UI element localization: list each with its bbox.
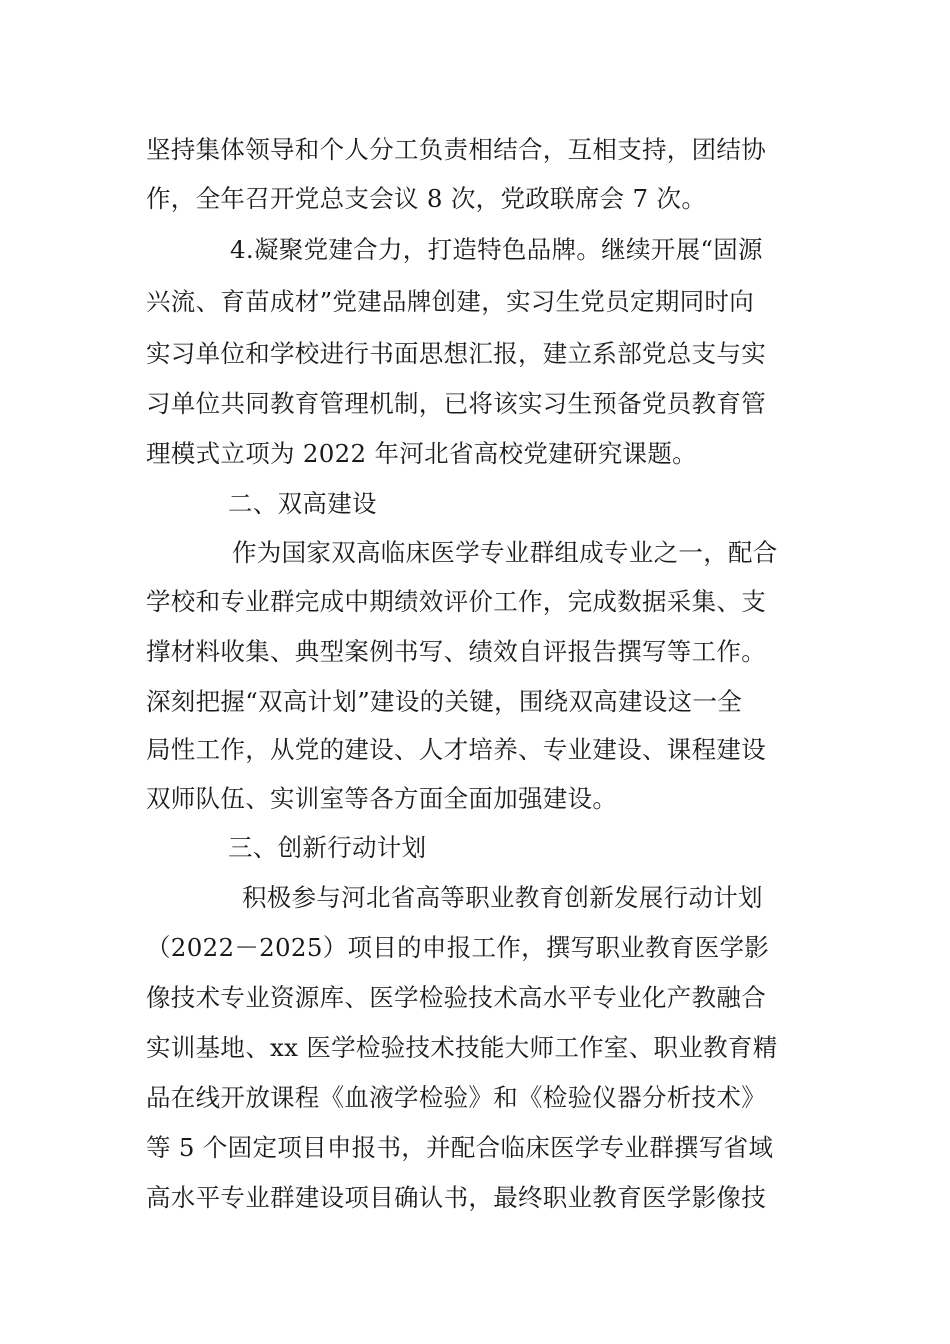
paragraph-line: 坚持集体领导和个人分工负责相结合，互相支持，团结协 xyxy=(146,135,766,164)
paragraph-line: 作，全年召开党总支会议 8 次，党政联席会 7 次。 xyxy=(146,184,707,213)
paragraph-line: 理模式立项为 2022 年河北省高校党建研究课题。 xyxy=(146,439,697,468)
paragraph-line: 作为国家双高临床医学专业群组成专业之一，配合 xyxy=(232,538,778,567)
paragraph-line: 积极参与河北省高等职业教育创新发展行动计划 xyxy=(242,883,763,912)
paragraph-line: 实训基地、xx 医学检验技术技能大师工作室、职业教育精 xyxy=(146,1033,778,1062)
paragraph-line: 品在线开放课程《血液学检验》和《检验仪器分析技术》 xyxy=(146,1083,766,1112)
paragraph-line: 学校和专业群完成中期绩效评价工作，完成数据采集、支 xyxy=(146,587,766,616)
section-heading-double-high: 二、双高建设 xyxy=(228,489,377,518)
paragraph-line: 实习单位和学校进行书面思想汇报，建立系部党总支与实 xyxy=(146,339,766,368)
paragraph-line: 兴流、育苗成材”党建品牌创建，实习生党员定期同时向 xyxy=(146,287,755,316)
paragraph-line: 双师队伍、实训室等各方面全面加强建设。 xyxy=(146,784,618,813)
paragraph-line: 高水平专业群建设项目确认书，最终职业教育医学影像技 xyxy=(146,1183,766,1212)
paragraph-line: 局性工作，从党的建设、人才培养、专业建设、课程建设 xyxy=(146,735,766,764)
section-heading-innovation-plan: 三、创新行动计划 xyxy=(228,833,427,862)
paragraph-line: 4.凝聚党建合力，打造特色品牌。继续开展“固源 xyxy=(230,235,763,264)
paragraph-line: （2022－2025）项目的申报工作，撰写职业教育医学影 xyxy=(146,933,770,962)
paragraph-line: 等 5 个固定项目申报书，并配合临床医学专业群撰写省域 xyxy=(146,1133,774,1162)
paragraph-line: 深刻把握“双高计划”建设的关键，围绕双高建设这一全 xyxy=(146,687,743,716)
paragraph-line: 撑材料收集、典型案例书写、绩效自评报告撰写等工作。 xyxy=(146,637,766,666)
paragraph-line: 像技术专业资源库、医学检验技术高水平专业化产教融合 xyxy=(146,983,766,1012)
paragraph-line: 习单位共同教育管理机制，已将该实习生预备党员教育管 xyxy=(146,389,766,418)
